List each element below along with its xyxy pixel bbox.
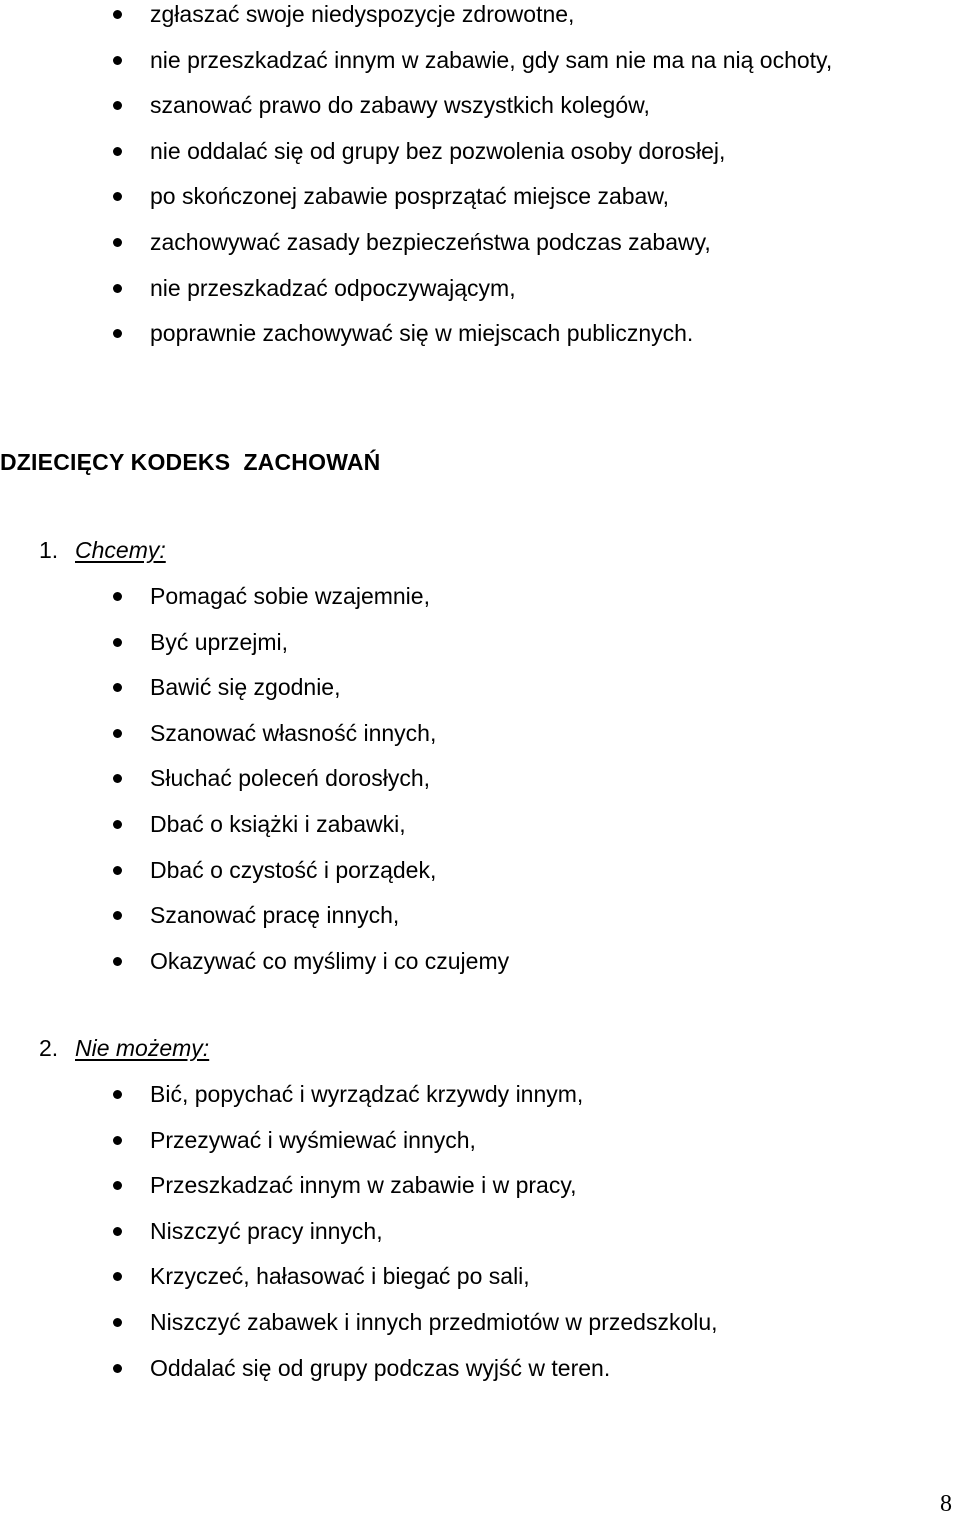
list-item-text: Słuchać poleceń dorosłych,: [150, 765, 430, 792]
bullet-icon: [113, 101, 122, 110]
page-number: 8: [940, 1491, 952, 1517]
list-item: [0, 1354, 718, 1400]
list-item-text: zachowywać zasady bezpieczeństwa podczas zabawy,: [150, 228, 711, 255]
list-item: [0, 1080, 718, 1126]
bullet-icon: [113, 1090, 122, 1099]
list-item-text: szanować prawo do zabawy wszystkich kolegów,: [150, 92, 650, 119]
bullet-icon: [113, 284, 122, 293]
bullet-icon: [113, 1318, 122, 1327]
list-item: [0, 182, 832, 228]
bullet-icon: [113, 147, 122, 156]
list-item: [0, 673, 509, 719]
bullet-icon: [113, 1136, 122, 1145]
list-item: [0, 319, 832, 365]
list-item-text: Niszczyć pracy innych,: [150, 1217, 383, 1244]
list-item: [0, 856, 509, 902]
section-2-label: [39, 1034, 209, 1062]
list-item: [0, 810, 509, 856]
list-item-text: Bić, popychać i wyrządzać krzywdy innym,: [150, 1081, 584, 1107]
list-item-text: nie oddalać się od grupy bez pozwolenia osoby dorosłej,: [150, 137, 726, 164]
list-item-text: zgłaszać swoje niedyspozycje zdrowotne,: [150, 1, 575, 27]
list-item: [0, 137, 832, 183]
bullet-icon: [113, 911, 122, 920]
bullet-icon: [113, 329, 122, 338]
list-item-text: po skończonej zabawie posprzątać miejsce zabaw,: [150, 183, 670, 210]
list-item: [0, 582, 509, 628]
bullet-icon: [113, 774, 122, 783]
list-item-text: nie przeszkadzać innym w zabawie, gdy sam nie ma na nią ochoty,: [150, 46, 833, 73]
list-item-text: Szanować własność innych,: [150, 719, 437, 746]
list-item-text: Pomagać sobie wzajemnie,: [150, 583, 430, 609]
list-item: [0, 0, 832, 46]
section-title: Chcemy:: [75, 537, 166, 563]
list-item: [0, 764, 509, 810]
bullet-icon: [113, 592, 122, 601]
bullet-icon: [113, 1181, 122, 1190]
list-item: [0, 274, 832, 320]
bullet-icon: [113, 866, 122, 875]
bullet-icon: [113, 192, 122, 201]
list-item-text: Krzyczeć, hałasować i biegać po sali,: [150, 1263, 530, 1290]
section-1-label: [39, 536, 166, 564]
list-item-text: Bawić się zgodnie,: [150, 674, 341, 701]
list-item: [0, 1308, 718, 1354]
list-item-text: Oddalać się od grupy podczas wyjść w teren.: [150, 1354, 611, 1381]
bullet-icon: [113, 238, 122, 247]
section-title: Nie możemy:: [75, 1035, 210, 1061]
list-item: [0, 228, 832, 274]
list-item: [0, 46, 832, 92]
bullet-icon: [113, 957, 122, 966]
list-item: [0, 947, 509, 993]
list-item-text: Dbać o książki i zabawki,: [150, 810, 406, 837]
list-item-text: Dbać o czystość i porządek,: [150, 856, 437, 883]
bullet-icon: [113, 1364, 122, 1373]
bullet-icon: [113, 820, 122, 829]
bullet-icon: [113, 638, 122, 647]
list-item-text: Być uprzejmi,: [150, 628, 289, 655]
list-item: [0, 1171, 718, 1217]
section-number: 1.: [39, 537, 59, 563]
bullet-icon: [113, 729, 122, 738]
list-item-text: Okazywać co myślimy i co czujemy: [150, 947, 510, 974]
list-item-text: Niszczyć zabawek i innych przedmiotów w przedszkolu,: [150, 1308, 718, 1335]
list-item-text: Przeszkadzać innym w zabawie i w pracy,: [150, 1172, 577, 1199]
list-item-text: Szanować pracę innych,: [150, 902, 400, 929]
section-number: 2.: [39, 1035, 59, 1061]
bullet-icon: [113, 1272, 122, 1281]
bullet-icon: [113, 1227, 122, 1236]
list-item: [0, 1126, 718, 1172]
not-allowed-list: [0, 1080, 718, 1399]
list-item: [0, 719, 509, 765]
list-item: [0, 901, 509, 947]
list-item: [0, 628, 509, 674]
bullet-icon: [113, 683, 122, 692]
list-item: [0, 1217, 718, 1263]
rules-list: [0, 0, 832, 365]
list-item-text: poprawnie zachowywać się w miejscach publicznych.: [150, 320, 694, 347]
want-list: [0, 582, 509, 992]
list-item: [0, 91, 832, 137]
list-item-text: nie przeszkadzać odpoczywającym,: [150, 274, 516, 301]
bullet-icon: [113, 56, 122, 65]
list-item-text: Przezywać i wyśmiewać innych,: [150, 1126, 476, 1153]
list-item: [0, 1262, 718, 1308]
bullet-icon: [113, 10, 122, 19]
section-heading: DZIECIĘCY KODEKS ZACHOWAŃ: [0, 449, 381, 475]
